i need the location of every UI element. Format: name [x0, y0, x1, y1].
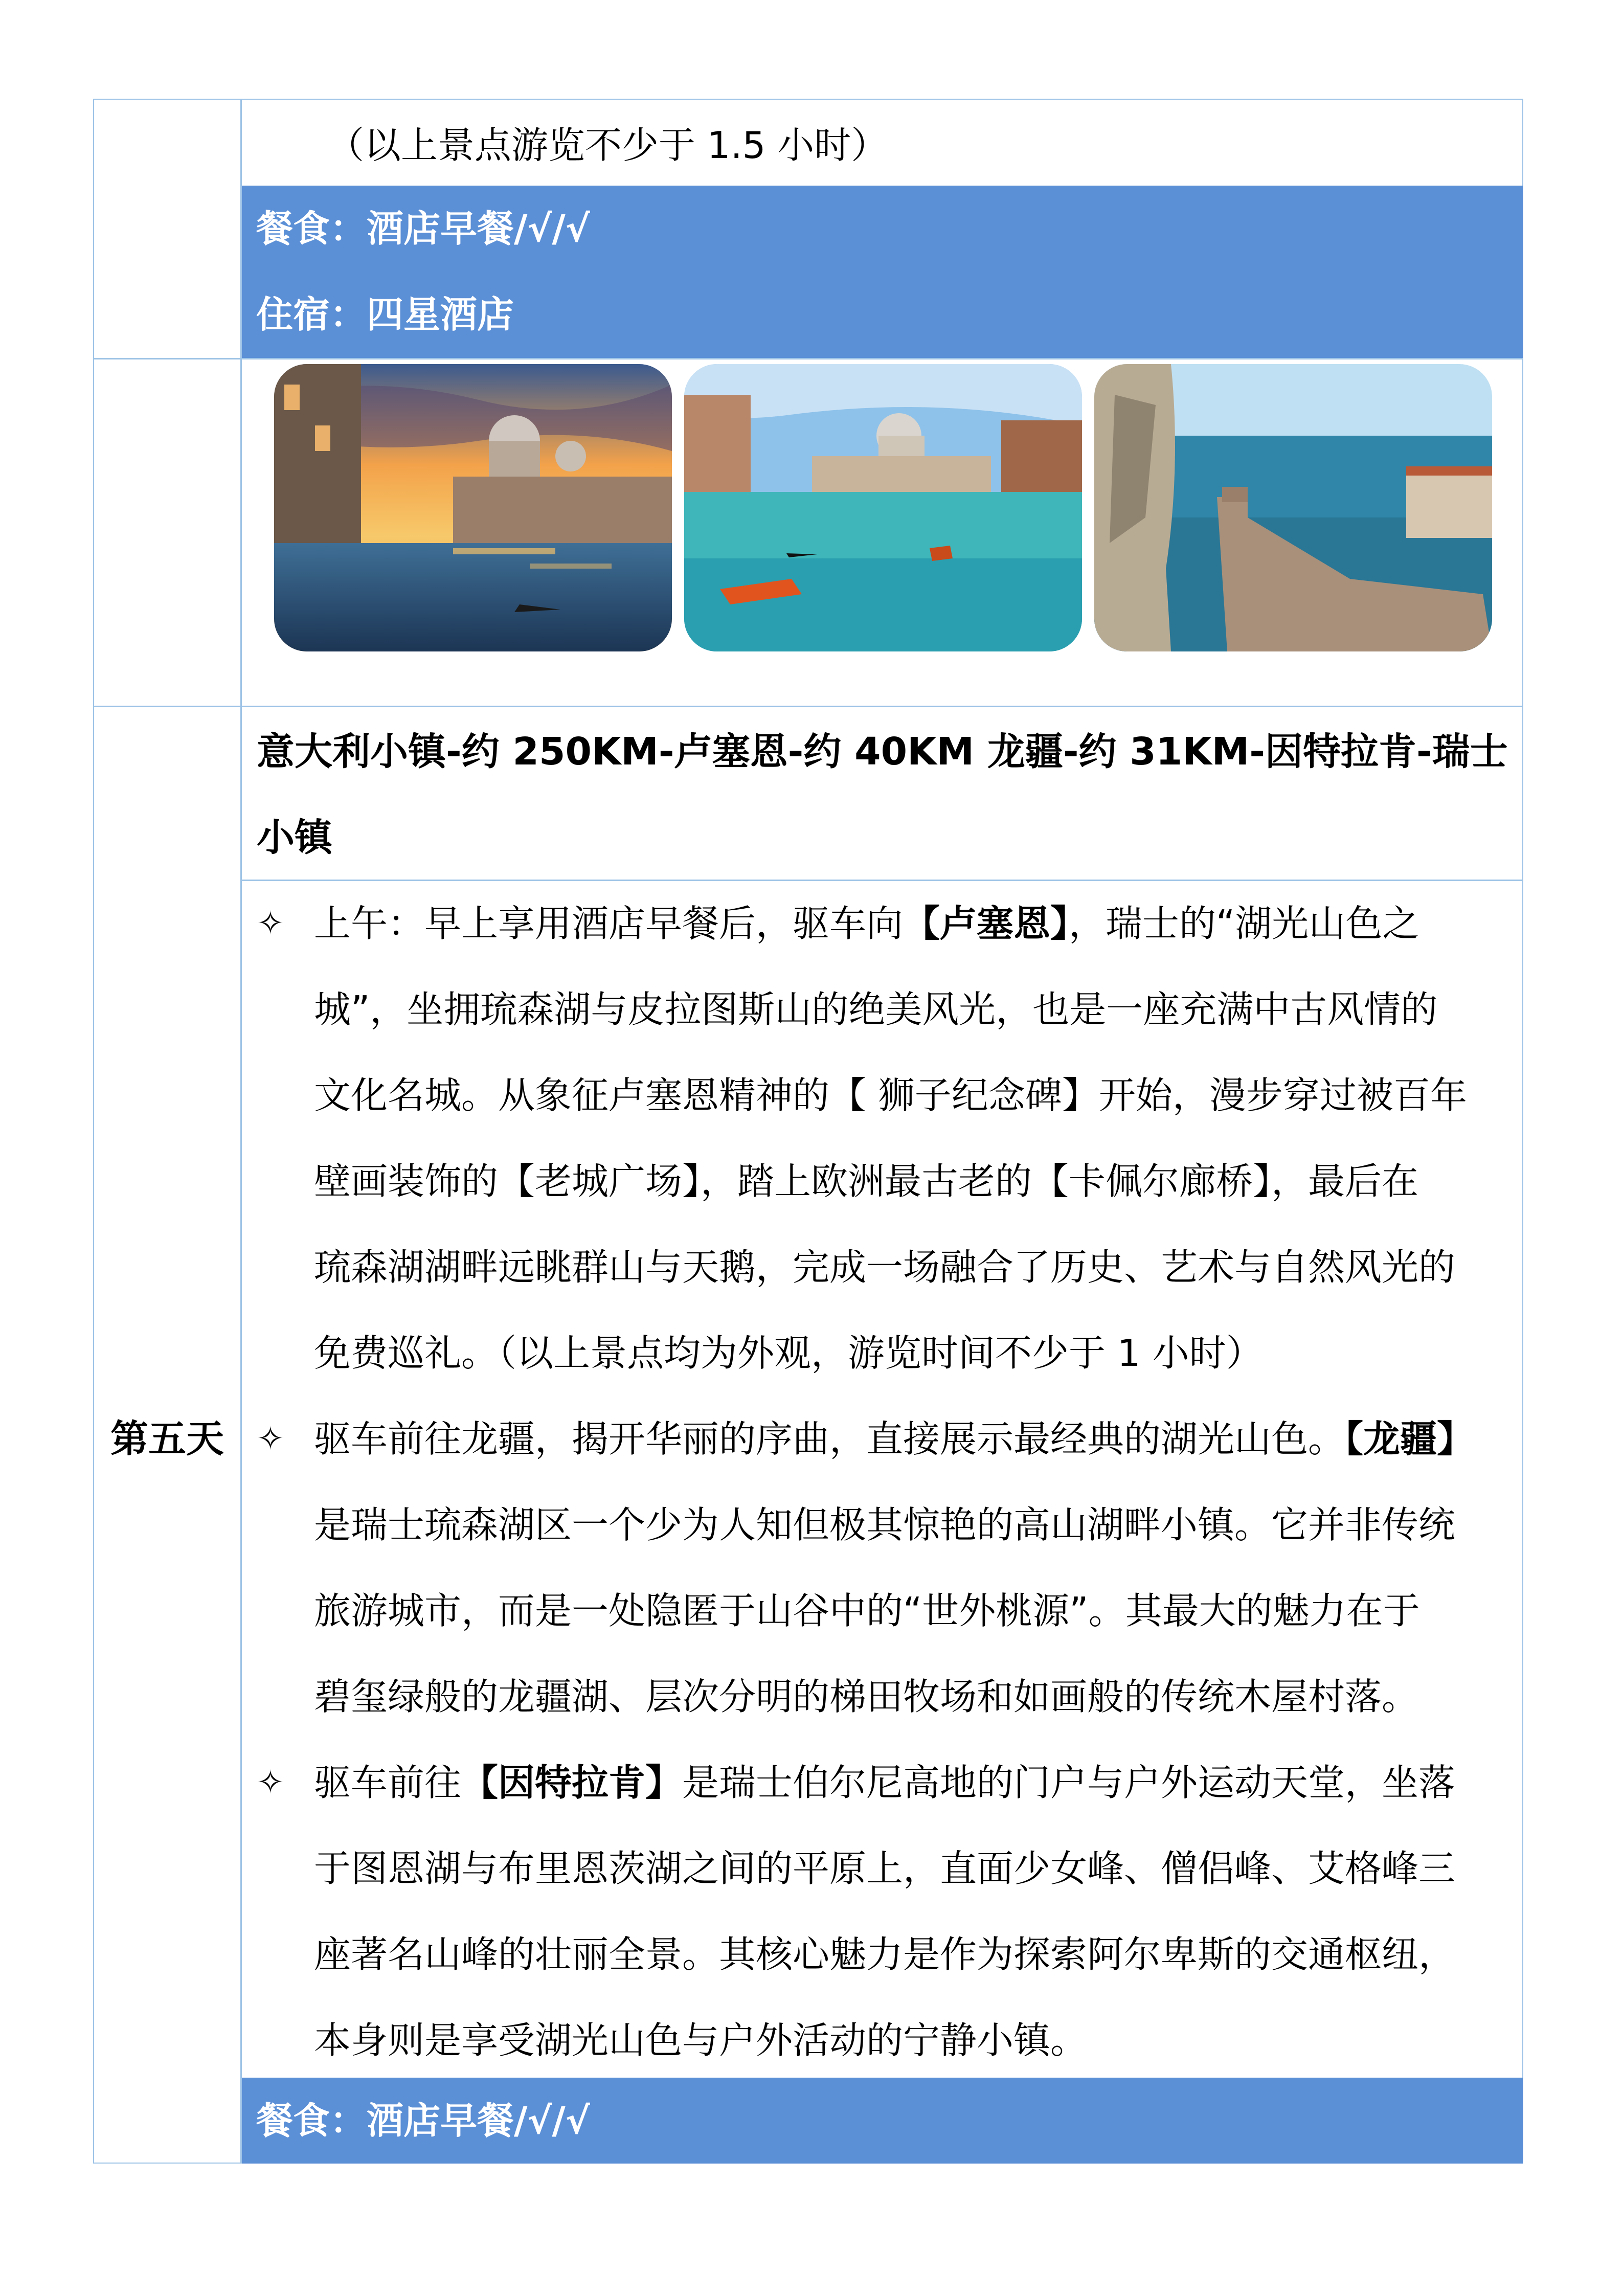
highlight-lucerne: 【卢塞恩】: [903, 902, 1069, 945]
bullet-star-icon: ✧: [257, 1420, 284, 1458]
venice-grand-canal-photo: [684, 364, 1082, 651]
day-label: 第五天: [110, 1417, 224, 1461]
text-run: 驱车前往: [314, 1761, 462, 1804]
paragraph-line: 壁画装饰的【老城广场】，踏上欧洲最古老的【卡佩尔廊桥】，最后在: [314, 1160, 1419, 1203]
paragraph-line: 琉森湖湖畔远眺群山与天鹅，完成一场融合了历史、艺术与自然风光的: [314, 1246, 1456, 1289]
paragraph-line: 是瑞士琉森湖区一个少为人知但极其惊艳的高山湖畔小镇。它并非传统: [314, 1503, 1456, 1546]
paragraph-line: 本身则是享受湖光山色与户外活动的宁静小镇。: [314, 2019, 1088, 2062]
row-divider: [93, 706, 1523, 707]
meal-info: 餐食：酒店早餐/√/√: [256, 2099, 590, 2142]
text-run: 是瑞士伯尔尼高地的门户与户外运动天堂，坐落: [682, 1761, 1456, 1804]
venice-sunset-photo: [274, 364, 672, 651]
highlight-lungern: 【龙疆】: [1345, 1417, 1474, 1460]
paragraph-line: 免费巡礼。（以上景点均为外观，游览时间不少于 1 小时）: [314, 1332, 1263, 1375]
route-title-line-2: 小镇: [257, 816, 332, 860]
bullet-star-icon: ✧: [257, 1764, 284, 1802]
paragraph-line: 城”，坐拥琉森湖与皮拉图斯山的绝美风光，也是一座充满中古风情的: [314, 988, 1438, 1031]
bullet-paragraph: [314, 1740, 1515, 2083]
paragraph-line: 座著名山峰的壮丽全景。其核心魅力是作为探索阿尔卑斯的交通枢纽，: [314, 1933, 1456, 1976]
text-run: 上午：早上享用酒店早餐后，驱车向: [314, 902, 904, 945]
table-column-divider: [240, 99, 242, 2164]
paragraph-line: 于图恩湖与布里恩茨湖之间的平原上，直面少女峰、僧侣峰、艾格峰三: [314, 1847, 1456, 1890]
paragraph-line: 文化名城。从象征卢塞恩精神的【 狮子纪念碑】开始，漫步穿过被百年: [314, 1074, 1467, 1117]
route-title-line-1: 意大利小镇-约 250KM-卢塞恩-约 40KM 龙疆-约 31KM-因特拉肯-瑞士: [257, 730, 1508, 774]
bullet-star-icon: ✧: [257, 905, 284, 942]
sirmione-castle-photo: [1094, 364, 1492, 651]
meal-info: 餐食：酒店早餐/√/√: [256, 207, 590, 250]
bullet-paragraph: [314, 1396, 1515, 1740]
paragraph-line: 碧玺绿般的龙疆湖、层次分明的梯田牧场和如画般的传统木屋村落。: [314, 1675, 1419, 1718]
hotel-info: 住宿：四星酒店: [256, 293, 514, 336]
text-run: ，瑞士的“湖光山色之: [1069, 902, 1419, 945]
meal-banner: [242, 2078, 1523, 2164]
highlight-interlaken: 【因特拉肯】: [461, 1761, 683, 1804]
bullet-paragraph: [314, 881, 1515, 1396]
meal-hotel-banner: [242, 186, 1523, 358]
paragraph-line: 旅游城市，而是一处隐匿于山谷中的“世外桃源”。其最大的魅力在于: [314, 1589, 1420, 1632]
row-divider: [93, 358, 1523, 359]
text-run: 驱车前往龙疆，揭开华丽的序曲，直接展示最经典的湖光山色。: [314, 1417, 1345, 1460]
sightseeing-duration-note: （以上景点游览不少于 1.5 小时）: [327, 124, 888, 167]
